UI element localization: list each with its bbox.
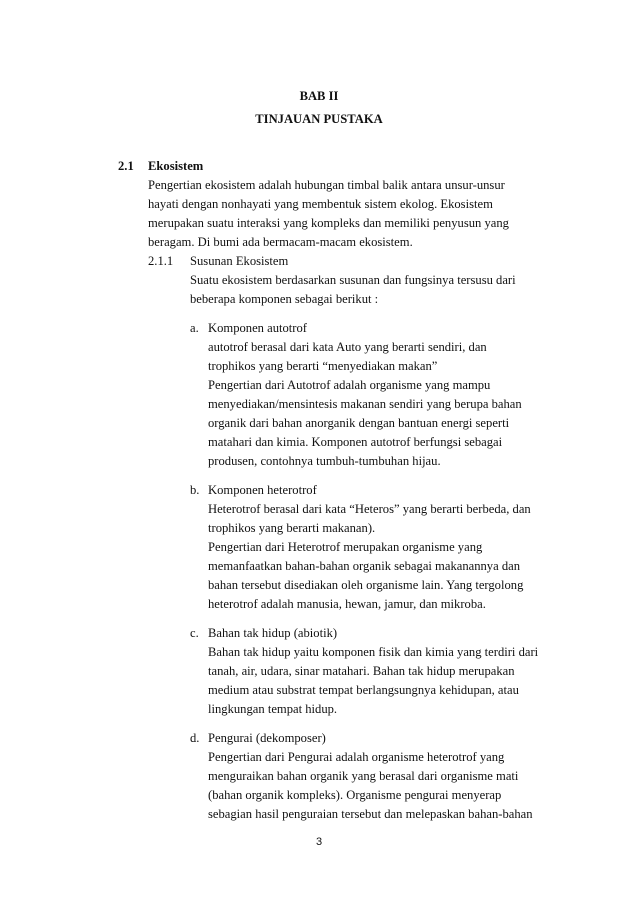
section-paragraph-line: beragam. Di bumi ada bermacam-macam ekosistem. xyxy=(148,235,413,249)
chapter-number: BAB II xyxy=(299,89,339,103)
list-item-line: Bahan tak hidup yaitu komponen fisik dan kimia yang terdiri dari xyxy=(208,645,539,659)
section-paragraph-line: merupakan suatu interaksi yang kompleks dan memiliki penyusun yang xyxy=(148,216,509,230)
list-item-title: Komponen autotrof xyxy=(208,321,307,335)
section-paragraph-line: Pengertian ekosistem adalah hubungan timbal balik antara unsur-unsur xyxy=(148,178,505,192)
list-item-line: medium atau substrat tempat berlangsungnya kehidupan, atau xyxy=(208,683,519,697)
section-number: 2.1 xyxy=(118,159,134,173)
list-item-title: Pengurai (dekomposer) xyxy=(208,731,326,745)
list-item-line: (bahan organik kompleks). Organisme pengurai menyerap xyxy=(208,788,502,802)
list-item-marker: d. xyxy=(190,731,200,745)
list-item-line: heterotrof adalah manusia, hewan, jamur, dan mikroba. xyxy=(208,597,486,611)
subsection-paragraph-line: Suatu ekosistem berdasarkan susunan dan fungsinya tersusu dari xyxy=(190,273,516,287)
list-item-line: menguraikan bahan organik yang berasal dari organisme mati xyxy=(208,769,519,783)
list-item-line: memanfaatkan bahan-bahan organik sebagai makanannya dan xyxy=(208,559,521,573)
list-item-line: tanah, air, udara, sinar matahari. Bahan tak hidup merupakan xyxy=(208,664,515,678)
list-item-line: organik dari bahan anorganik dengan bantuan energi seperti xyxy=(208,416,510,430)
list-item-marker: a. xyxy=(190,321,199,335)
subsection-number: 2.1.1 xyxy=(148,254,174,268)
section-paragraph-line: hayati dengan nonhayati yang membentuk sistem ekolog. Ekosistem xyxy=(148,197,493,211)
page-number: 3 xyxy=(315,836,323,848)
list-item-line: bahan tersebut disediakan oleh organisme lain. Yang tergolong xyxy=(208,578,524,592)
list-item-marker: b. xyxy=(190,483,200,497)
subsection-paragraph-line: beberapa komponen sebagai berikut : xyxy=(190,292,379,306)
list-item-title: Komponen heterotrof xyxy=(208,483,317,497)
list-item-line: Pengertian dari Heterotrof merupakan organisme yang xyxy=(208,540,483,554)
list-item-line: matahari dan kimia. Komponen autotrof berfungsi sebagai xyxy=(208,435,503,449)
list-item-line: lingkungan tempat hidup. xyxy=(208,702,338,716)
list-item-line: Pengertian dari Pengurai adalah organisme heterotrof yang xyxy=(208,750,505,764)
chapter-title: TINJAUAN PUSTAKA xyxy=(255,112,383,126)
list-item-line: menyediakan/mensintesis makanan sendiri yang berupa bahan xyxy=(208,397,522,411)
list-item-line: trophikos yang berarti makanan). xyxy=(208,521,376,535)
list-item-marker: c. xyxy=(190,626,199,640)
list-item-line: trophikos yang berarti “menyediakan makan” xyxy=(208,359,438,373)
subsection-title: Susunan Ekosistem xyxy=(190,254,289,268)
section-title: Ekosistem xyxy=(148,159,204,173)
list-item-line: autotrof berasal dari kata Auto yang berarti sendiri, dan xyxy=(208,340,487,354)
list-item-title: Bahan tak hidup (abiotik) xyxy=(208,626,338,640)
list-item-line: sebagian hasil penguraian tersebut dan melepaskan bahan-bahan xyxy=(208,807,533,821)
list-item-line: Pengertian dari Autotrof adalah organisme yang mampu xyxy=(208,378,491,392)
list-item-line: Heterotrof berasal dari kata “Heteros” yang berarti berbeda, dan xyxy=(208,502,531,516)
list-item-line: produsen, contohnya tumbuh-tumbuhan hijau. xyxy=(208,454,441,468)
